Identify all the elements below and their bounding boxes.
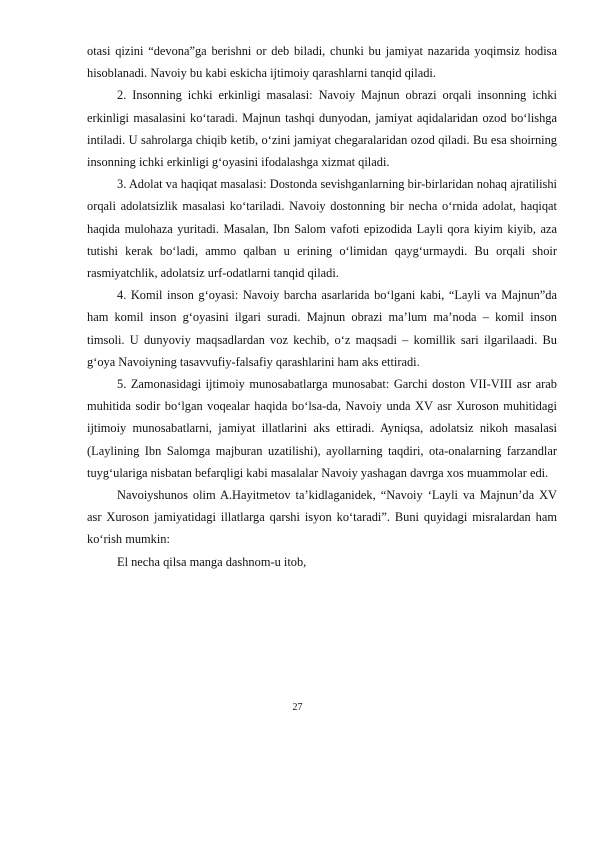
paragraph-perfect-human: 4. Komil inson g‘oyasi: Navoiy barcha asarlarida bo‘lgani kabi, “Layli va Majnun”da ham komil inson g‘oyasini ilgari suradi. Majnun obrazi ma’lum ma’noda – komil inson timsoli. U dunyoviy maqsadlardan voz kechib, o‘z maqsadi – komillik sari ilgarilaadi. Bu g‘oya Navoiyning tasavvufiy-falsafiy qarashlarini ham aks ettiradi. — [87, 288, 557, 369]
page-number: 27 — [292, 702, 303, 713]
document-body — [87, 40, 557, 573]
paragraph-justice-truth: 3. Adolat va haqiqat masalasi: Dostonda sevishganlarning bir-birlaridan nohaq ajratilishi orqali adolatsizlik masalasi ko‘tariladi. Navoiy dostonning bir necha o‘rnida adolat, haqiqat haqida mulohaza yuritadi. Masalan, Ibn Salom vafoti epizodida Layli qora kiyim kiyib, aza tutishi kerak bo‘ladi, ammo qalban u erining o‘limidan qayg‘urmaydi. Bu orqali shoir rasmiyatchlik, adolatsiz urf-odatlarni tanqid qiladi. — [87, 177, 557, 281]
paragraph-scholar-quote: Navoiyshunos olim A.Hayitmetov ta’kidlaganidek, “Navoiy ‘Layli va Majnun’da XV asr Xuroson jamiyatidagi illatlarga qarshi isyon ko‘taradi”. Buni quyidagi misralardan ham ko‘rish mumkin: — [87, 488, 557, 547]
paragraph-verse-line: El necha qilsa manga dashnom-u itob, — [117, 554, 307, 569]
paragraph-inner-freedom: 2. Insonning ichki erkinligi masalasi: Navoiy Majnun obrazi orqali insonning ichki erkinligi masalasini ko‘taradi. Majnun tashqi dunyodan, jamiyat aqidalaridan ozod bo‘lishga intiladi. U sahrolarga chiqib ketib, o‘zini jamiyat chegaralaridan ozod qiladi. Bu esa shoirning insonning ichki erkinligi g‘oyasini ifodalashga xizmat qiladi. — [87, 88, 557, 170]
paragraph-continuation: otasi qizini “devona”ga berishni or deb biladi, chunki bu jamiyat nazarida yoqimsiz hodisa hisoblanadi. Navoiy bu kabi eskicha ijtimoiy qarashlarni tanqid qiladi. — [87, 44, 557, 81]
paragraph-social-relations: 5. Zamonasidagi ijtimoiy munosabatlarga munosabat: Garchi doston VII-VIII asr arab muhitida sodir bo‘lgan voqealar haqida bo‘lsa-da, Navoiy unda XV asr Xuroson muhitidagi ijtimoiy munosabatlarni, jamiyat illatlarini aks ettiradi. Ayniqsa, adolatsiz nikoh masalasi (Laylining Ibn Salomga majburan uzatilishi), ayollarning taqdiri, ota-onalarning farzandlar tuyg‘ulariga nisbatan befarqligi kabi masalalar Navoiy yashagan davrga xos muammolar edi. — [87, 377, 557, 480]
